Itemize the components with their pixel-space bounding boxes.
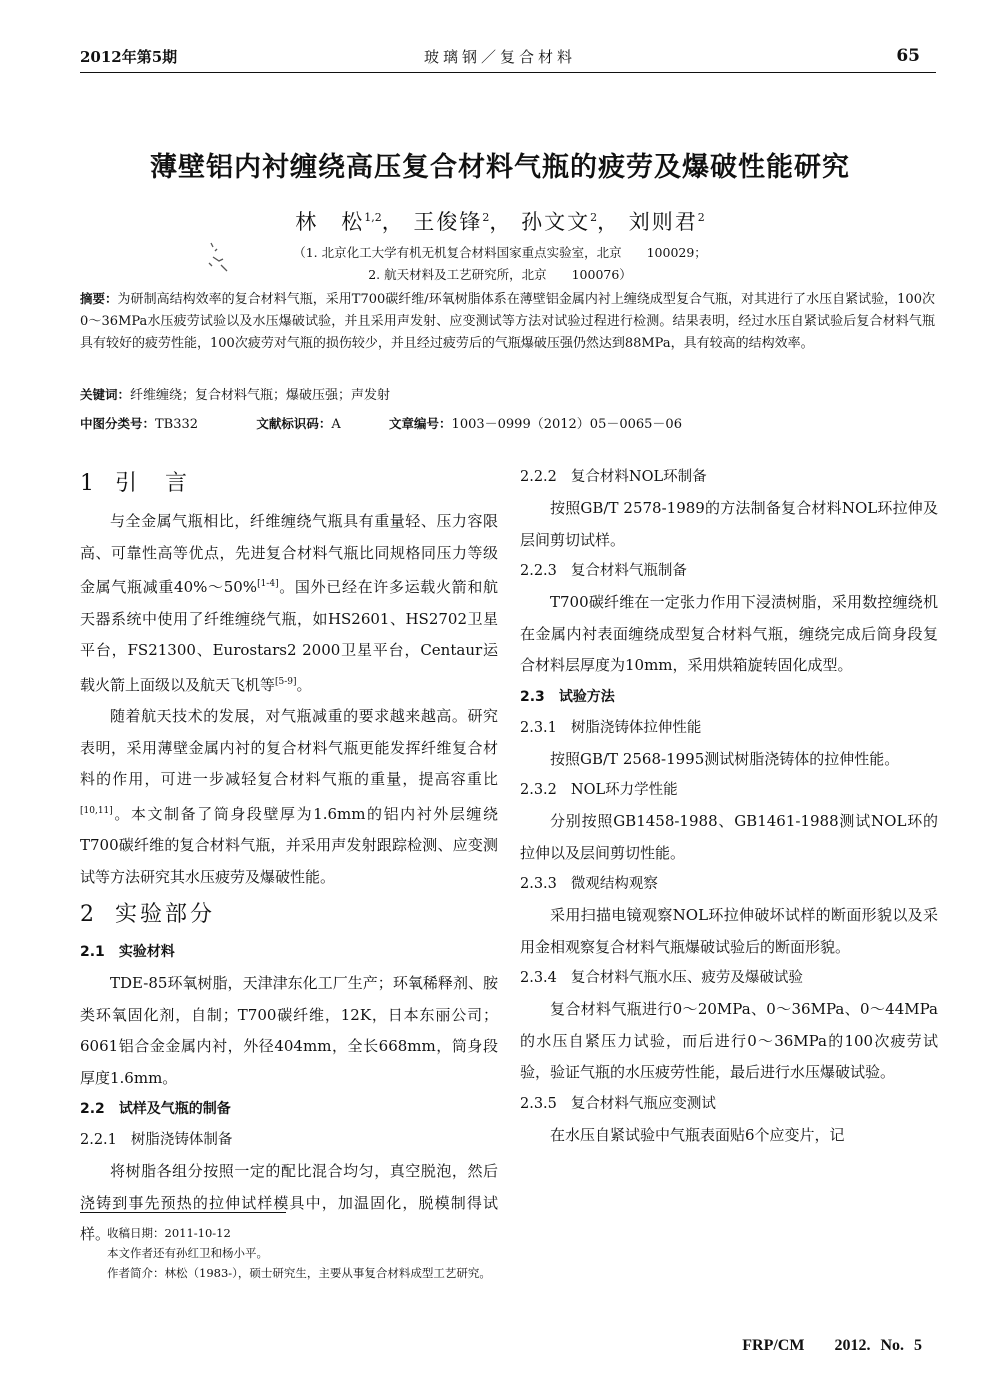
keywords-text: 纤维缠绕；复合材料气瓶；爆破压强；声发射 bbox=[130, 388, 391, 403]
received-date: 2011-10-12 bbox=[164, 1226, 231, 1240]
doc-code-value: A bbox=[331, 417, 341, 432]
clc-label: 中图分类号： bbox=[80, 416, 156, 431]
page-footer bbox=[742, 1337, 922, 1355]
affiliation-1: （1. 北京化工大学有机无机复合材料国家重点实验室，北京 100029； bbox=[293, 245, 707, 260]
subsection-heading: 2.2 试样及气瓶的制备 bbox=[80, 1101, 231, 1117]
keywords bbox=[80, 384, 935, 407]
author-name: 孙文文 bbox=[521, 210, 591, 234]
journal-abbrev: FRP/CM bbox=[742, 1337, 805, 1354]
paragraph: 复合材料气瓶进行0～20MPa、0～36MPa、0～44MPa的水压自紧压力试验，而后进行0～36MPa的100次疲劳试验，验证气瓶的水压疲劳性能，最后进行水压爆破试验。 bbox=[520, 1000, 938, 1081]
bio-label: 作者简介： bbox=[107, 1266, 165, 1280]
author-affiliation: 2 bbox=[590, 211, 598, 224]
abstract-text: 为研制高结构效率的复合材料气瓶，采用T700碳纤维/环氧树脂体系在薄壁铝金属内衬上缠绕成型复合气瓶，对其进行了水压自紧试验，100次0～36MPa水压疲劳试验以及水压爆破试验，并且采用声发射、应变测试等方法对试验过程进行检测。结果表明，经过水压自紧试验后复合材料气瓶具有较好的疲劳性能，100次疲劳对气瓶的损伤较少，并且经过疲劳后的气瓶爆破压强仍然达到88MPa，具有较高的结构效率。 bbox=[80, 292, 935, 351]
paragraph: 按照GB/T 2578-1989的方法制备复合材料NOL环拉伸及层间剪切试样。 bbox=[520, 499, 938, 549]
citation: [1-4] bbox=[257, 579, 279, 589]
subsubsection-heading: 2.3.4 复合材料气瓶水压、疲劳及爆破试验 bbox=[520, 970, 803, 986]
author-affiliation: 1,2 bbox=[364, 211, 382, 224]
left-column bbox=[80, 462, 498, 1251]
header-rule bbox=[80, 72, 936, 73]
right-column bbox=[520, 462, 938, 1151]
affiliation-2: 2. 航天材料及工艺研究所，北京 100076） bbox=[368, 267, 632, 282]
received-label: 收稿日期： bbox=[107, 1226, 165, 1240]
abstract bbox=[80, 288, 935, 355]
paragraph: 分别按照GB1458-1988、GB1461-1988测试NOL环的拉伸以及层间剪切性能。 bbox=[520, 812, 938, 862]
author-name: 林 松 bbox=[295, 210, 365, 234]
subsection-heading: 2.1 实验材料 bbox=[80, 944, 175, 960]
section-heading: 2 实验部分 bbox=[80, 902, 216, 927]
subsubsection-heading: 2.2.1 树脂浇铸体制备 bbox=[80, 1132, 233, 1148]
author-name: 刘则君 bbox=[628, 210, 698, 234]
subsubsection-heading: 2.2.3 复合材料气瓶制备 bbox=[520, 563, 687, 579]
section-heading: 1 引 言 bbox=[80, 471, 191, 496]
paragraph: T700碳纤维在一定张力作用下浸渍树脂，采用数控缠绕机在金属内衬表面缠绕成型复合材料气瓶，缠绕完成后筒身段复合材料层厚度为10mm，采用烘箱旋转固化成型。 bbox=[520, 593, 938, 674]
subsubsection-heading: 2.3.5 复合材料气瓶应变测试 bbox=[520, 1095, 716, 1112]
classification-line bbox=[80, 413, 935, 436]
issue-info: 2012. No. 5 bbox=[834, 1337, 922, 1354]
article-title: 薄壁铝内衬缠绕高压复合材料气瓶的疲劳及爆破性能研究 bbox=[150, 152, 850, 183]
article-no-value: 1003－0999（2012）05－0065－06 bbox=[451, 417, 682, 432]
paragraph: 按照GB/T 2568-1995测试树脂浇铸体的拉伸性能。 bbox=[550, 749, 900, 768]
paragraph: 与全金属气瓶相比，纤维缠绕气瓶具有重量轻、压力容限高、可靠性高等优点，先进复合材料气瓶比同规格同压力等级金属气瓶减重40%～50%[1-4]。国外已经在许多运载火箭和航天器系统中使用了纤维缠绕气瓶，如HS2601、HS2702卫星平台，FS21300、Eurostars2 2000卫星平台，Centaur运载火箭上面级以及航天飞机等[5-9]。 bbox=[80, 512, 498, 694]
subsubsection-heading: 2.3.3 微观结构观察 bbox=[520, 876, 658, 892]
bio-text: 林松（1983-），硕士研究生，主要从事复合材料成型工艺研究。 bbox=[164, 1266, 491, 1280]
author-affiliation: 2 bbox=[482, 211, 490, 224]
subsubsection-heading: 2.3.1 树脂浇铸体拉伸性能 bbox=[520, 719, 702, 736]
paragraph: 随着航天技术的发展，对气瓶减重的要求越来越高。研究表明，采用薄壁金属内衬的复合材料气瓶更能发挥纤维复合材料的作用，可进一步减轻复合材料气瓶的重量，提高容重比[10,11]。本文制备了筒身段壁厚为1.6mm的铝内衬外层缠绕T700碳纤维的复合材料气瓶，并采用声发射跟踪检测、应变测试等方法研究其水压疲劳及爆破性能。 bbox=[80, 707, 498, 886]
paragraph: TDE-85环氧树脂，天津津东化工厂生产；环氧稀释剂、胺类环氧固化剂，自制；T700碳纤维，12K，日本东丽公司；6061铝合金金属内衬，外径404mm，全长668mm，筒身段厚度1.6mm。 bbox=[80, 974, 498, 1087]
subsection-heading: 2.3 试验方法 bbox=[520, 688, 615, 705]
paragraph: 在水压自紧试验中气瓶表面贴6个应变片，记 bbox=[550, 1125, 845, 1144]
page-number: 65 bbox=[896, 46, 920, 66]
keywords-label: 关键词： bbox=[80, 387, 131, 402]
author-list: 林 松$^{1,2}$， 王俊锋$^2$， 孙文文$^2$， 刘则君$^2$ bbox=[295, 210, 705, 234]
citation: [10,11] bbox=[80, 805, 113, 816]
clc-value: TB332 bbox=[155, 417, 199, 432]
paragraph: 将树脂各组分按照一定的配比混合均匀，真空脱泡，然后浇铸到事先预热的拉伸试样模具中，加温固化，脱模制得试样。 bbox=[80, 1162, 498, 1243]
author-name: 王俊锋 bbox=[413, 210, 483, 234]
running-header-journal: 玻璃钢／复合材料 bbox=[423, 48, 576, 66]
footnote-coauthors: 本文作者还有孙红卫和杨小平。 bbox=[107, 1246, 268, 1260]
article-no-label: 文章编号： bbox=[389, 416, 452, 431]
running-header-issue: 2012年第5期 bbox=[80, 48, 178, 66]
subsubsection-heading: 2.3.2 NOL环力学性能 bbox=[520, 782, 678, 798]
footnote-rule bbox=[80, 1212, 286, 1213]
citation: [5-9] bbox=[275, 676, 297, 687]
paragraph: 采用扫描电镜观察NOL环拉伸破坏试样的断面形貌以及采用金相观察复合材料气瓶爆破试验后的断面形貌。 bbox=[520, 906, 938, 956]
subsubsection-heading: 2.2.2 复合材料NOL环制备 bbox=[520, 469, 707, 485]
author-affiliation: 2 bbox=[697, 211, 705, 224]
footnote-author-bio bbox=[107, 1264, 491, 1283]
footnote-received bbox=[107, 1224, 231, 1243]
abstract-label: 摘要： bbox=[80, 291, 118, 306]
doc-code-label: 文献标识码： bbox=[256, 416, 332, 431]
